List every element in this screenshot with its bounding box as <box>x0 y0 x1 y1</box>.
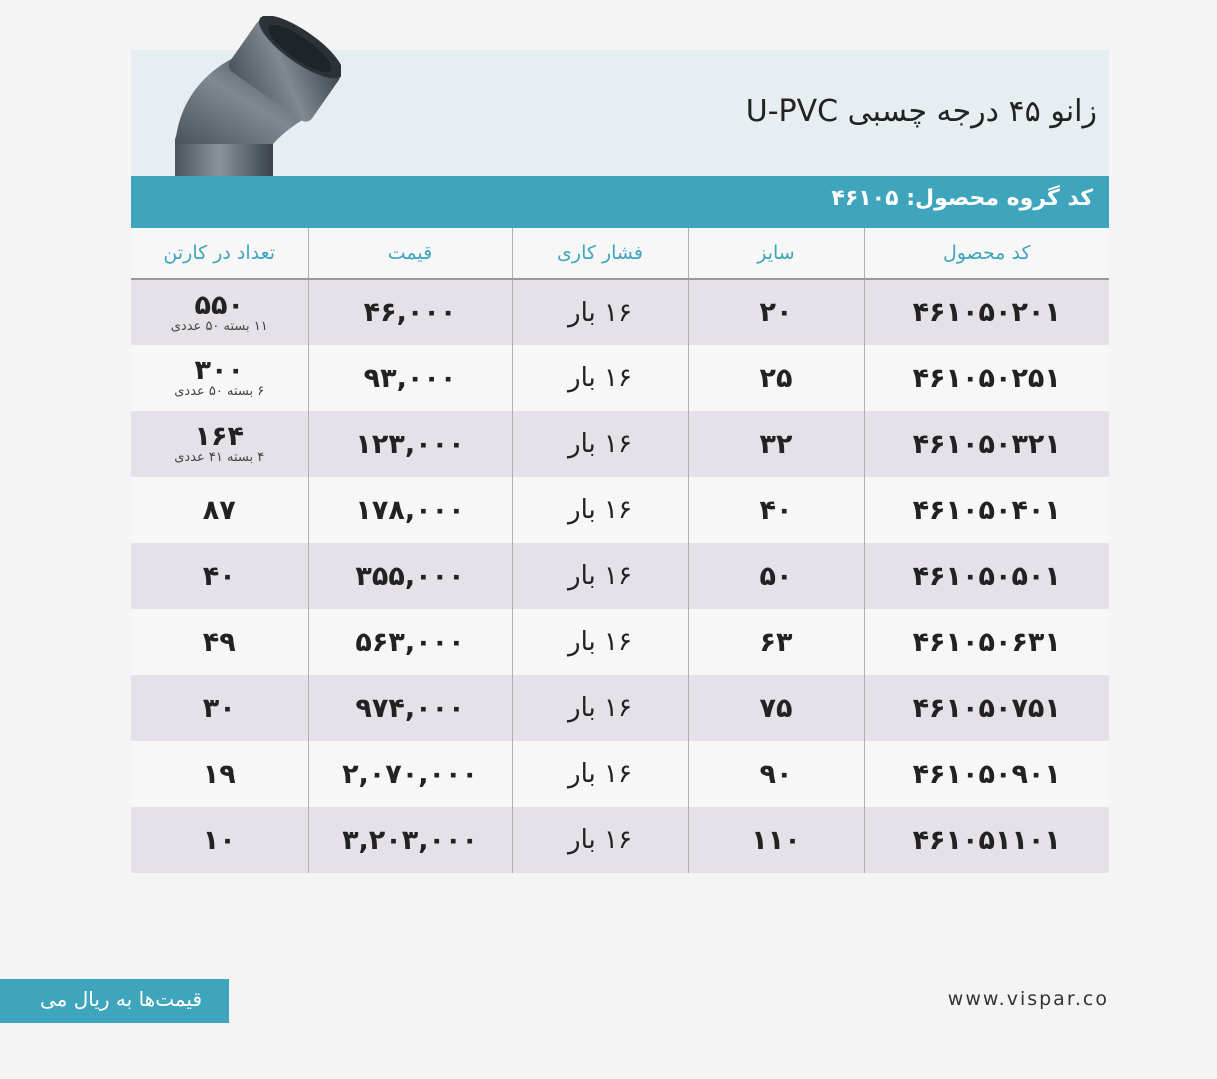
price-cell: ۳۵۵,۰۰۰ <box>308 543 512 609</box>
size-cell: ۱۱۰ <box>688 807 864 873</box>
table-header-row <box>131 228 1109 279</box>
size-cell: ۹۰ <box>688 741 864 807</box>
price-currency-note <box>0 979 229 1023</box>
price-card <box>131 50 1109 873</box>
size-cell: ۵۰ <box>688 543 864 609</box>
price-cell: ۱۷۸,۰۰۰ <box>308 477 512 543</box>
carton-count: ۵۵۰ <box>194 289 244 321</box>
pressure-cell: ۱۶ بار <box>512 543 688 609</box>
size-cell: ۳۲ <box>688 411 864 477</box>
group-code-bar <box>131 176 1109 228</box>
table-row <box>131 345 1109 411</box>
pressure-cell: ۱۶ بار <box>512 807 688 873</box>
product-code: ۴۶۱۰۵۱۱۰۱ <box>912 824 1061 856</box>
product-code: ۴۶۱۰۵۰۷۵۱ <box>912 692 1061 724</box>
table-row <box>131 543 1109 609</box>
product-code: ۴۶۱۰۵۰۳۲۱ <box>912 428 1061 460</box>
price-cell: ۱۲۳,۰۰۰ <box>308 411 512 477</box>
group-code-label: کد گروه محصول: ۴۶۱۰۵ <box>831 186 1093 211</box>
pressure-cell: ۱۶ بار <box>512 411 688 477</box>
price-currency-note-text: قیمت‌ها به ریال می <box>39 987 202 1011</box>
carton-note: ۴ بسته ۴۱ عددی <box>174 450 265 465</box>
title-band <box>131 50 1109 176</box>
table-row <box>131 807 1109 873</box>
price-cell: ۵۶۳,۰۰۰ <box>308 609 512 675</box>
price-table <box>131 228 1109 873</box>
website-url: www.vispar.co <box>947 988 1109 1010</box>
size-cell: ۲۵ <box>688 345 864 411</box>
product-code: ۴۶۱۰۵۰۹۰۱ <box>912 758 1061 790</box>
table-row <box>131 279 1109 345</box>
column-header-size: سایز <box>688 228 864 279</box>
carton-count: ۱۶۴ <box>194 421 244 452</box>
size-cell: ۷۵ <box>688 675 864 741</box>
price-cell: ۹۷۴,۰۰۰ <box>308 675 512 741</box>
size-cell: ۶۳ <box>688 609 864 675</box>
carton-note: ۶ بسته ۵۰ عددی <box>174 384 265 399</box>
carton-count: ۴۰ <box>131 543 308 609</box>
carton-count: ۴۹ <box>131 609 308 675</box>
table-row <box>131 675 1109 741</box>
carton-cell <box>131 279 308 345</box>
price-cell: ۴۶,۰۰۰ <box>308 279 512 345</box>
product-code: ۴۶۱۰۵۰۲۰۱ <box>912 297 1061 328</box>
product-code: ۴۶۱۰۵۰۴۰۱ <box>912 494 1061 526</box>
price-cell: ۹۳,۰۰۰ <box>308 345 512 411</box>
page-title: زانو ۴۵ درجه چسبی U-PVC <box>745 94 1097 129</box>
carton-cell <box>131 411 308 477</box>
price-cell: ۲,۰۷۰,۰۰۰ <box>308 741 512 807</box>
pressure-cell: ۱۶ بار <box>512 279 688 345</box>
table-row <box>131 477 1109 543</box>
carton-count: ۱۰ <box>131 807 308 873</box>
column-header-carton: تعداد در کارتن <box>131 228 308 279</box>
product-code: ۴۶۱۰۵۰۲۵۱ <box>912 362 1061 394</box>
carton-note: ۱۱ بسته ۵۰ عددی <box>170 318 268 334</box>
pressure-cell: ۱۶ بار <box>512 477 688 543</box>
price-cell: ۳,۲۰۳,۰۰۰ <box>308 807 512 873</box>
size-cell: ۴۰ <box>688 477 864 543</box>
carton-count: ۳۰۰ <box>194 355 244 386</box>
size-cell: ۲۰ <box>688 279 864 345</box>
column-header-code: کد محصول <box>864 228 1109 279</box>
table-row <box>131 411 1109 477</box>
pressure-cell: ۱۶ بار <box>512 609 688 675</box>
column-header-price: قیمت <box>308 228 512 279</box>
table-row <box>131 609 1109 675</box>
table-row <box>131 741 1109 807</box>
pressure-cell: ۱۶ بار <box>512 741 688 807</box>
product-code: ۴۶۱۰۵۰۵۰۱ <box>912 560 1061 592</box>
product-code: ۴۶۱۰۵۰۶۳۱ <box>912 626 1061 658</box>
pressure-cell: ۱۶ بار <box>512 675 688 741</box>
carton-count: ۸۷ <box>131 477 308 543</box>
carton-count: ۱۹ <box>131 741 308 807</box>
pressure-cell: ۱۶ بار <box>512 345 688 411</box>
column-header-pressure: فشار کاری <box>512 228 688 279</box>
carton-count: ۳۰ <box>131 675 308 741</box>
carton-cell <box>131 345 308 411</box>
